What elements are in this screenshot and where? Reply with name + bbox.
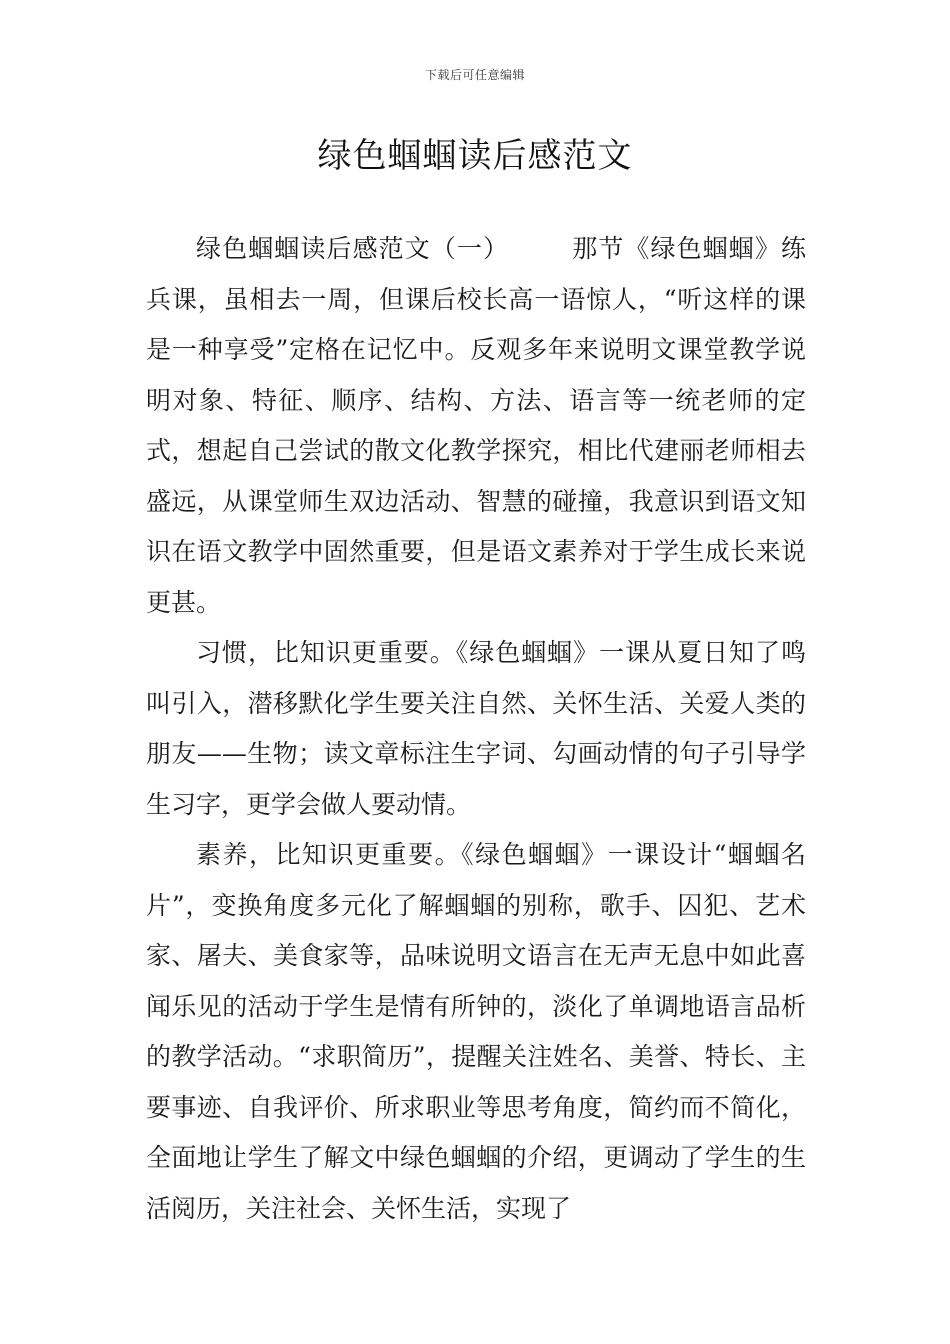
document-title: 绿色蝈蝈读后感范文 [317, 136, 633, 176]
document-body [146, 224, 806, 1234]
paragraph-1 [146, 224, 806, 628]
paragraph-2: 习惯，比知识更重要。《绿色蝈蝈》一课从夏日知了鸣叫引入，潜移默化学生要关注自然、关怀生活、关爱人类的朋友——生物；读文章标注生字词、勾画动情的句子引导学生习字，更学会做人要动情。 [146, 638, 806, 819]
download-note: 下载后可任意编辑 [424, 68, 525, 82]
paragraph-1-text: 那节《绿色蝈蝈》练兵课，虽相去一周，但课后校长高一语惊人，“听这样的课是一种享受”定格在记忆中。反观多年来说明文课堂教学说明对象、特征、顺序、结构、方法、语言等一统老师的定式，想起自己尝试的散文化教学探究，相比代建丽老师相去盛远，从课堂师生双边活动、智慧的碰撞，我意识到语文知识在语文教学中固然重要，但是语文素养对于学生成长来说更甚。 [146, 234, 806, 617]
paragraph-3: 素养，比知识更重要。《绿色蝈蝈》一课设计“蝈蝈名片”，变换角度多元化了解蝈蝈的别称，歌手、囚犯、艺术家、屠夫、美食家等，品味说明文语言在无声无息中如此喜闻乐见的活动于学生是情有所钟的，淡化了单调地语言品析的教学活动。“求职简历”，提醒关注姓名、美誉、特长、主要事迹、自我评价、所求职业等思考角度，简约而不简化，全面地让学生了解文中绿色蝈蝈的介绍，更调动了学生的生活阅历，关注社会、关怀生活，实现了 [146, 840, 806, 1223]
section-heading: 绿色蝈蝈读后感范文（一） [196, 234, 510, 263]
